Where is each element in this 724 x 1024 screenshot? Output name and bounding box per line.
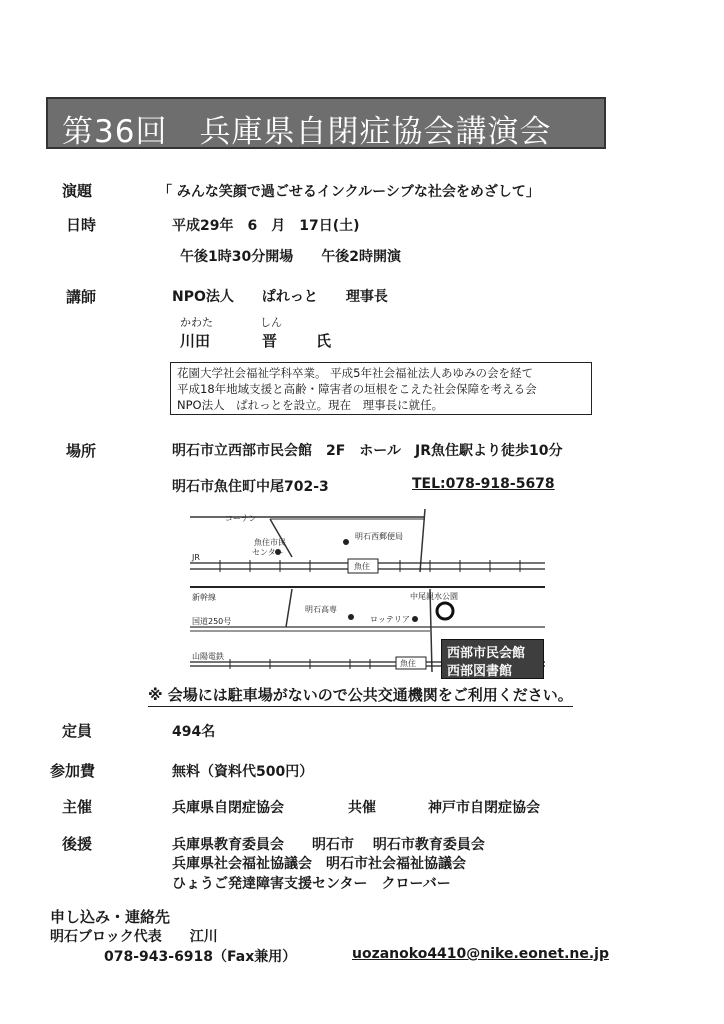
topic-value: 「 みんな笑顔で過ごせるインクルーシブな社会をめざして」 xyxy=(158,184,540,200)
bio-line: 平成18年地域支援と高齢・障害者の垣根をこえた社会保障を考える会 xyxy=(177,382,537,396)
cohost-value: 神戸市自閉症協会 xyxy=(428,800,540,816)
map-label-konan: コーナン xyxy=(225,514,257,523)
title-banner xyxy=(46,97,606,149)
venue-address: 明石市魚住町中尾702-3 xyxy=(172,479,329,495)
venue-map-label xyxy=(441,639,544,679)
bio-line: NPO法人 ぱれっとを設立。現在 理事長に就任。 xyxy=(177,398,444,412)
map-label-community-center: センター xyxy=(252,548,284,557)
venue-place: 明石市立西部市民会館 2F ホール JR魚住駅より徒歩10分 xyxy=(172,443,563,459)
venue-tel[interactable]: TEL:078-918-5678 xyxy=(412,476,555,492)
capacity-value: 494名 xyxy=(172,724,216,740)
map-label-sanyo: 山陽電鉄 xyxy=(192,652,224,661)
lecturer-label: 講師 xyxy=(66,288,97,306)
capacity-label: 定員 xyxy=(62,722,93,740)
map-label-community-center: 魚住市民 xyxy=(254,538,286,547)
ruby-family: かわた xyxy=(180,316,213,329)
map-label-park: 中尾親水公園 xyxy=(410,592,458,601)
map-label-shinkansen: 新幹線 xyxy=(192,593,216,602)
bio-line: 花園大学社会福祉学科卒業。 平成5年社会福祉法人あゆみの会を経て xyxy=(177,366,533,380)
contact-email[interactable]: uozanoko4410@nike.eonet.ne.jp xyxy=(352,946,609,962)
support-line: 兵庫県社会福祉協議会 明石市社会福祉協議会 xyxy=(172,856,466,872)
venue-label: 場所 xyxy=(66,442,97,460)
topic-label: 演題 xyxy=(62,182,93,200)
lecturer-honorific: 氏 xyxy=(316,332,332,350)
map-label-route250: 国道250号 xyxy=(192,617,232,626)
fee-label: 参加費 xyxy=(50,762,96,780)
venue-map-label-line: 西部市民会館 xyxy=(447,646,526,661)
fee-value: 無料（資料代500円） xyxy=(172,764,314,780)
page-title: 第36回 兵庫県自閉症協会講演会 xyxy=(62,114,552,150)
organizer-label: 主催 xyxy=(62,798,93,816)
map-label-akashi-high: 明石高専 xyxy=(305,605,337,614)
map-label-uozumi-station: 魚住 xyxy=(354,562,370,571)
support-line: ひょうご発達障害支援センター クローバー xyxy=(172,876,451,892)
organizer-host: 兵庫県自閉症協会 xyxy=(172,800,284,816)
map-label-jr: JR xyxy=(192,553,200,562)
contact-label: 申し込み・連絡先 xyxy=(50,908,171,926)
map-label-lotteria: ロッテリア xyxy=(370,615,410,624)
time-value: 午後1時30分開場 午後2時開演 xyxy=(180,249,401,265)
lecturer-org: NPO法人 ぱれっと 理事長 xyxy=(172,289,388,305)
lecturer-given-name: 晋 xyxy=(262,332,278,350)
cohost-label: 共催 xyxy=(348,800,376,816)
map-label-uozumi-sanyo: 魚住 xyxy=(400,659,416,668)
support-line: 兵庫県教育委員会 明石市 明石市教育委員会 xyxy=(172,837,485,853)
datetime-label: 日時 xyxy=(66,216,97,234)
map-label-post-office: 明石西郵便局 xyxy=(355,532,403,541)
lecturer-family-name: 川田 xyxy=(180,332,211,350)
contact-rep: 明石ブロック代表 江川 xyxy=(50,929,218,945)
support-label: 後援 xyxy=(62,835,93,853)
contact-phone: 078-943-6918（Fax兼用） xyxy=(104,949,297,965)
lecturer-bio-box xyxy=(170,362,592,415)
parking-note: ※ 会場には駐車場がないので公共交通機関をご利用ください。 xyxy=(148,684,573,707)
venue-map-label-line: 西部図書館 xyxy=(447,664,513,679)
ruby-given: しん xyxy=(260,316,282,329)
date-value: 平成29年 6 月 17日(土) xyxy=(172,218,360,234)
